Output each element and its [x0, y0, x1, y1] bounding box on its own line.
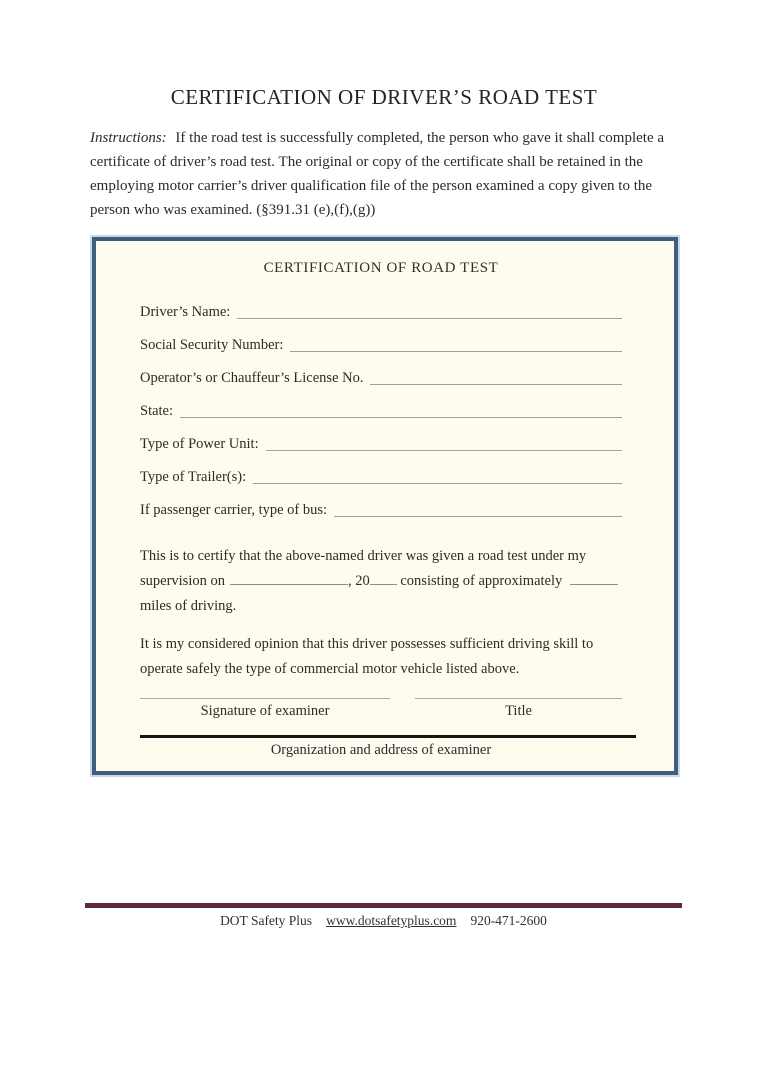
certificate-heading: CERTIFICATION OF ROAD TEST [263, 260, 499, 276]
license-no-label: Operator’s or Chauffeur’s License No. [140, 370, 364, 386]
examiner-signature-line [140, 698, 390, 699]
field-row-ssn [140, 322, 622, 355]
field-row-state [140, 388, 622, 421]
certify-line [140, 569, 622, 594]
title-caption: Title [505, 703, 532, 719]
state-label: State: [140, 403, 174, 419]
opinion-line: It is my considered opinion that this driver possesses sufficient driving skill to [140, 636, 594, 652]
field-row-power-unit [140, 421, 622, 454]
ssn-label: Social Security Number: [140, 337, 284, 353]
field-row-trailer [140, 454, 622, 487]
footer-phone: 920-471-2600 [470, 913, 547, 928]
field-row-license-no [140, 355, 622, 388]
drivers-name-label: Driver’s Name: [140, 304, 231, 320]
signature-caption: Signature of examiner [200, 703, 330, 719]
footer-divider [85, 903, 682, 908]
certify-text: supervision on [140, 573, 225, 589]
instructions-label: Instructions: [90, 130, 167, 146]
bus-type-label: If passenger carrier, type of bus: [140, 502, 328, 518]
certify-text: , 20 [347, 573, 370, 589]
instructions-line: certificate of driver’s road test. The original or copy of the certificate shall be retained in the [90, 154, 643, 170]
state-blank [180, 417, 622, 418]
certify-line: This is to certify that the above-named driver was given a road test under my [140, 548, 587, 564]
license-no-blank [370, 384, 622, 385]
form-fields [140, 289, 622, 520]
certify-line: miles of driving. [140, 598, 237, 614]
organization-caption: Organization and address of examiner [270, 742, 492, 758]
instructions-text: If the road test is successfully completed, the person who gave it shall complete a [175, 130, 665, 146]
trailer-blank [253, 483, 622, 484]
miles-blank [570, 571, 618, 585]
year-blank [370, 571, 397, 585]
organization-line [140, 735, 636, 738]
instructions-line [90, 126, 682, 150]
certify-text: consisting of approximately [400, 573, 563, 589]
instructions-paragraph [90, 126, 682, 222]
road-test-date-blank [230, 571, 348, 585]
trailer-label: Type of Trailer(s): [140, 469, 247, 485]
drivers-name-blank [237, 318, 622, 319]
signature-column [140, 698, 390, 722]
power-unit-label: Type of Power Unit: [140, 436, 259, 452]
ssn-blank [290, 351, 622, 352]
opinion-paragraph [140, 632, 622, 682]
footer-company: DOT Safety Plus [220, 913, 313, 928]
organization-section [140, 735, 622, 761]
title-column [415, 698, 622, 722]
certify-paragraph [140, 544, 622, 619]
document-page [0, 82, 768, 1076]
instructions-line: employing motor carrier’s driver qualification file of the person examined a copy given to the [90, 178, 653, 194]
signature-section [140, 698, 622, 722]
footer [85, 913, 682, 929]
footer-website-link[interactable]: www.dotsafetyplus.com [326, 913, 457, 928]
road-test-certificate-box [92, 237, 678, 775]
page-title: CERTIFICATION OF DRIVER’S ROAD TEST [170, 85, 598, 109]
examiner-title-line [415, 698, 622, 699]
opinion-line: operate safely the type of commercial motor vehicle listed above. [140, 661, 520, 677]
instructions-line: person who was examined. (§391.31 (e),(f),(g)) [90, 202, 376, 218]
bus-type-blank [334, 516, 622, 517]
power-unit-blank [266, 450, 622, 451]
field-row-bus-type [140, 487, 622, 520]
field-row-drivers-name [140, 289, 622, 322]
